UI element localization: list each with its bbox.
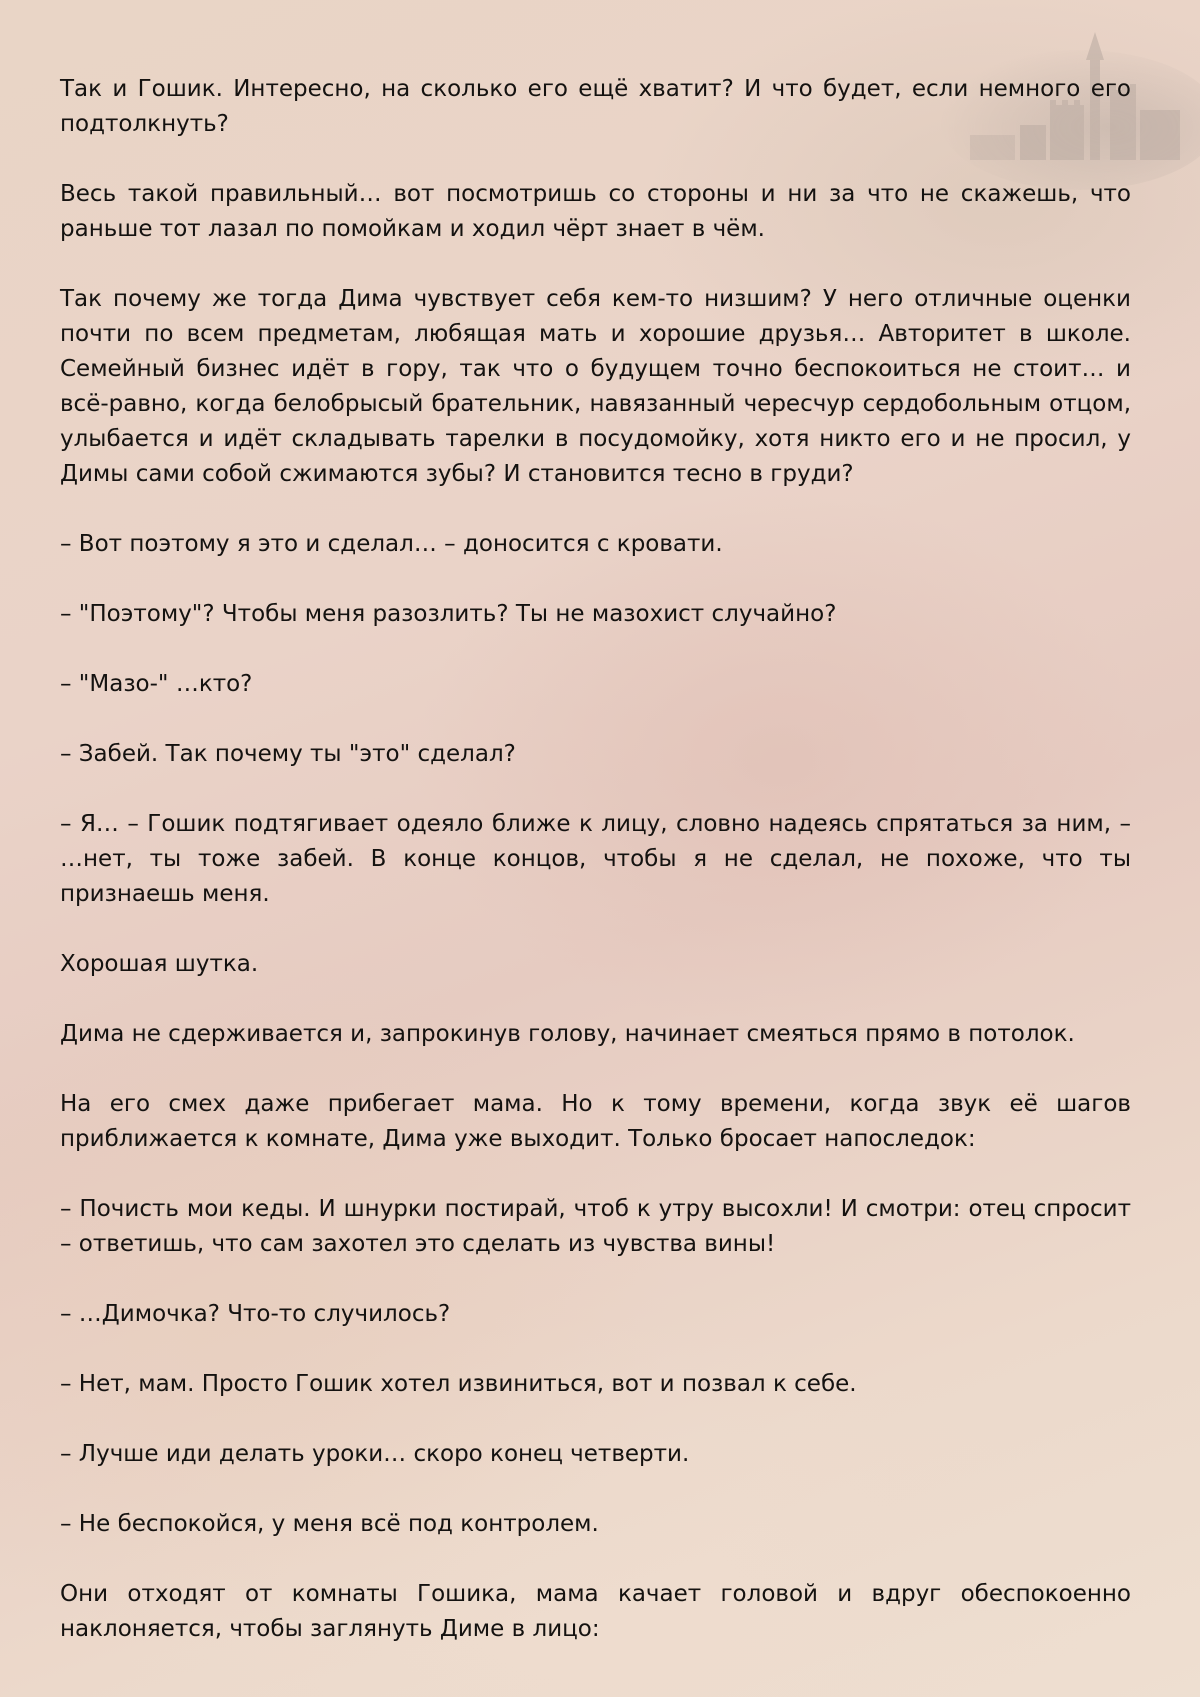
dialogue-line: – Забей. Так почему ты "это" сделал? (60, 741, 516, 767)
dialogue-line: – "Мазо-" …кто? (60, 671, 253, 697)
dialogue-line: – "Поэтому"? Чтобы меня разозлить? Ты не мазохист случайно? (60, 601, 837, 627)
paragraph: На его смех даже прибегает мама. Но к тому времени, когда звук её шагов приближается к комнате, Дима уже выходит. Только бросает напоследок: (60, 1091, 1131, 1152)
paragraph: Дима не сдерживается и, запрокинув голову, начинает смеяться прямо в потолок. (60, 1021, 1075, 1047)
paragraph: Хорошая шутка. (60, 951, 259, 977)
paragraph: Они отходят от комнаты Гошика, мама качает головой и вдруг обеспокоенно наклоняется, чтобы заглянуть Диме в лицо: (60, 1581, 1131, 1642)
story-text (60, 72, 1131, 1682)
dialogue-line: – Почисть мои кеды. И шнурки постирай, чтоб к утру высохли! И смотри: отец спросит – ответишь, что сам захотел это сделать из чувства вины! (60, 1196, 1131, 1257)
paragraph: Так и Гошик. Интересно, на сколько его ещё хватит? И что будет, если немного его подтолкнуть? (60, 76, 1131, 137)
dialogue-line: – Я… – Гошик подтягивает одеяло ближе к лицу, словно надеясь спрятаться за ним, – …нет, ты тоже забей. В конце концов, чтобы я не сделал, не похоже, что ты признаешь меня. (60, 811, 1131, 907)
dialogue-line: – …Димочка? Что-то случилось? (60, 1301, 451, 1327)
paragraph: Весь такой правильный… вот посмотришь со стороны и ни за что не скажешь, что раньше тот лазал по помойкам и ходил чёрт знает в чём. (60, 181, 1131, 242)
dialogue-line: – Вот поэтому я это и сделал… – доносится с кровати. (60, 531, 723, 557)
dialogue-line: – Нет, мам. Просто Гошик хотел извиниться, вот и позвал к себе. (60, 1371, 857, 1397)
dialogue-line: – Лучше иди делать уроки… скоро конец четверти. (60, 1441, 690, 1467)
dialogue-line: – Не беспокойся, у меня всё под контролем. (60, 1511, 599, 1537)
paragraph: Так почему же тогда Дима чувствует себя кем-то низшим? У него отличные оценки почти по всем предметам, любящая мать и хорошие друзья… Авторитет в школе. Семейный бизнес идёт в гору, так что о будущем точно беспокоиться не стоит… и всё-равно, когда белобрысый брательник, навязанный чересчур сердобольным отцом, улыбается и идёт складывать тарелки в посудомойку, хотя никто его и не просил, у Димы сами собой сжимаются зубы? И становится тесно в груди? (60, 286, 1131, 487)
